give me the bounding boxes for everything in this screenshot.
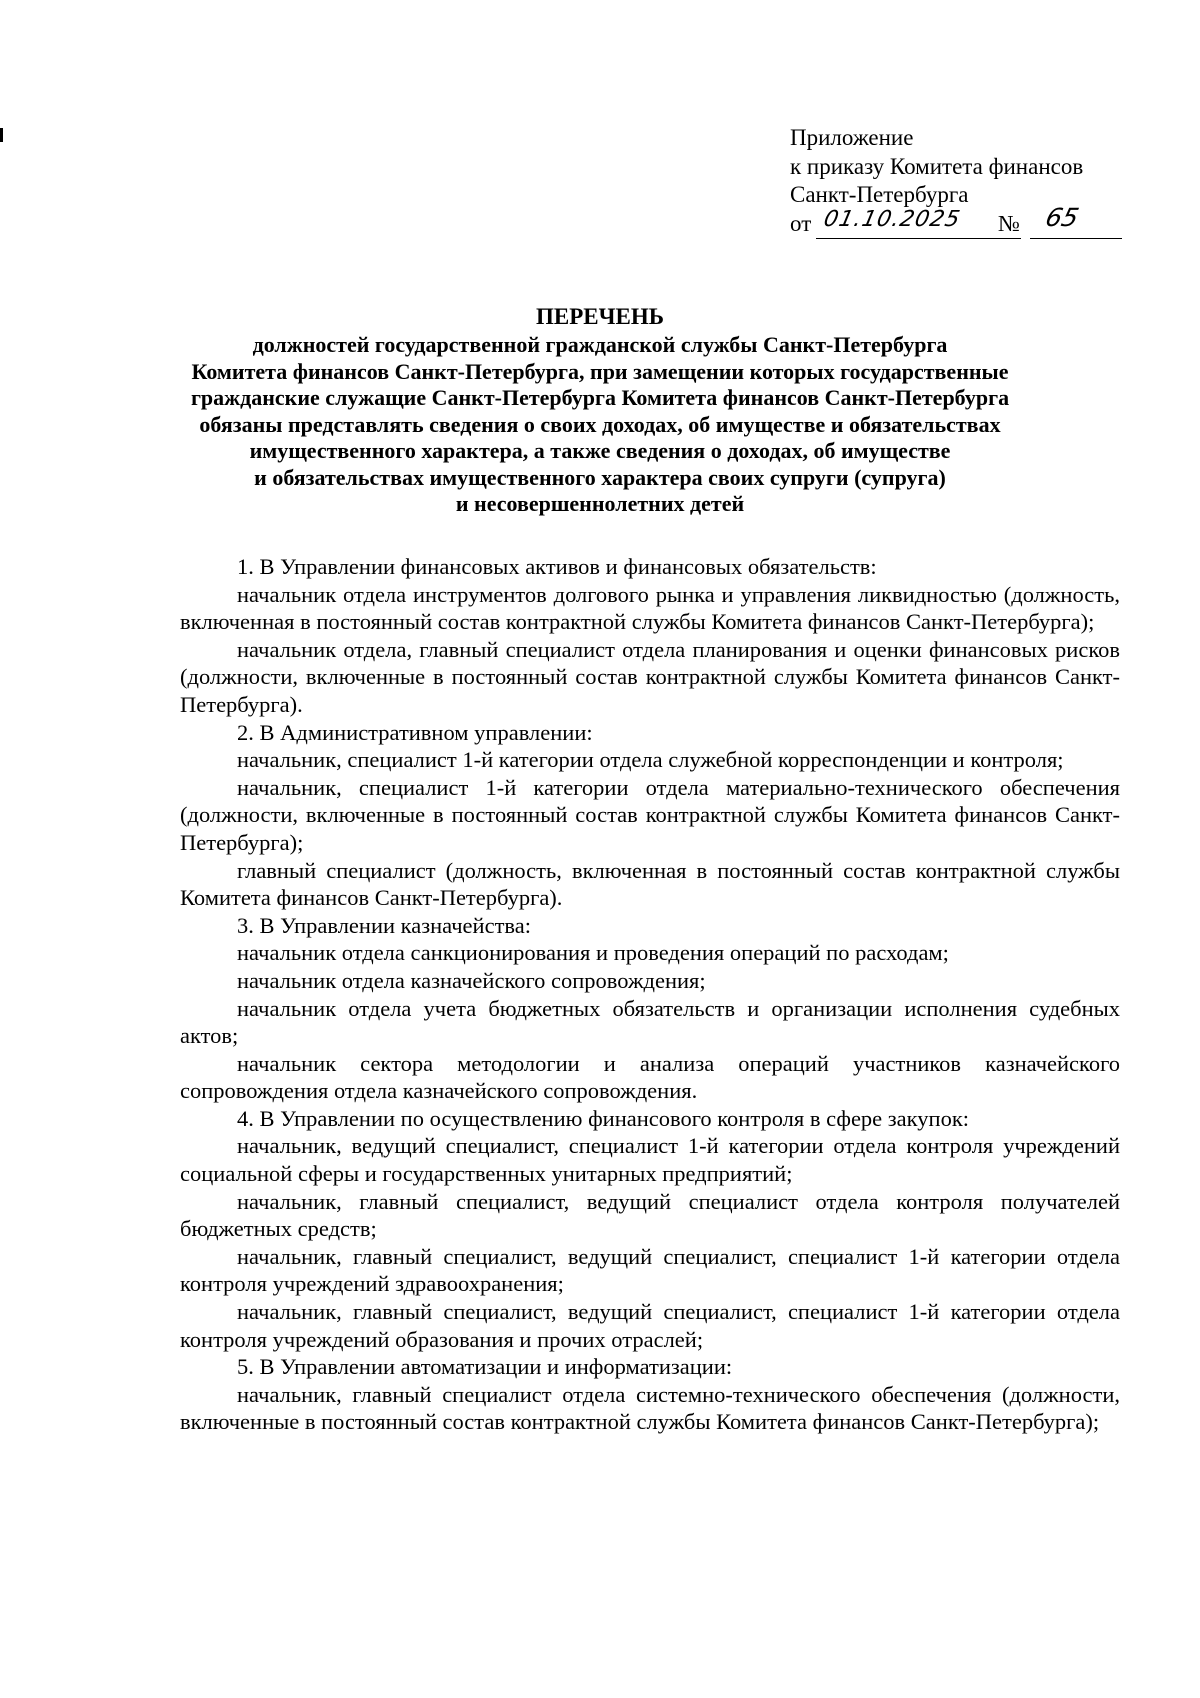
document-title: ПЕРЕЧЕНЬ <box>536 304 664 329</box>
appendix-header <box>790 124 1083 240</box>
number-underline <box>1030 238 1122 239</box>
section-heading-4: 4. В Управлении по осуществлению финансового контроля в сфере закупок: <box>237 1105 969 1131</box>
appendix-line-3: Санкт-Петербурга <box>790 182 969 207</box>
section-heading-2: 2. В Административном управлении: <box>237 719 593 745</box>
order-date-line <box>790 202 1083 240</box>
handwritten-number: 65 <box>1042 202 1082 232</box>
number-label: № <box>998 210 1020 236</box>
subtitle-line: и обязательствах имущественного характера своих супруги (супруга) <box>254 464 946 490</box>
section-heading-5: 5. В Управлении автоматизации и информатизации: <box>237 1354 733 1380</box>
date-underline <box>816 238 1021 239</box>
document-title-block <box>150 302 1050 518</box>
scan-mark <box>0 128 3 142</box>
subtitle-line: и несовершеннолетних детей <box>455 491 745 516</box>
appendix-line-2: к приказу Комитета финансов <box>790 153 1084 179</box>
section-heading-3: 3. В Управлении казначейства: <box>237 912 531 938</box>
position-item: начальник, ведущий специалист, специалист 1-й категории отдела контроля учреждений социальной сферы и государственных унитарных предприятий; <box>180 1133 1120 1187</box>
document-body <box>180 553 1120 1436</box>
handwritten-date: 01.10.2025 <box>821 206 963 232</box>
subtitle-line: обязаны представлять сведения о своих доходах, об имуществе и обязательствах <box>199 411 1001 437</box>
position-item: главный специалист (должность, включенная в постоянный состав контрактной службы Комитета финансов Санкт-Петербурга). <box>180 857 1120 911</box>
document-subtitle <box>150 332 1050 518</box>
position-item: начальник, специалист 1-й категории отдела служебной корреспонденции и контроля; <box>237 747 1064 773</box>
subtitle-line: Комитета финансов Санкт-Петербурга, при замещении которых государственные <box>191 358 1009 384</box>
position-item: начальник отдела, главный специалист отдела планирования и оценки финансовых рисков (должности, включенные в постоянный состав контрактной службы Комитета финансов Санкт-Петербурга). <box>180 636 1120 717</box>
position-item: начальник, главный специалист, ведущий специалист отдела контроля получателей бюджетных средств; <box>180 1188 1120 1242</box>
subtitle-line: гражданские служащие Санкт-Петербурга Комитета финансов Санкт-Петербурга <box>190 385 1010 410</box>
position-item: начальник, главный специалист, ведущий специалист, специалист 1-й категории отдела контроля учреждений образования и прочих отраслей; <box>180 1299 1120 1352</box>
position-item: начальник отдела инструментов долгового рынка и управления ликвидностью (должность, включенная в постоянный состав контрактной службы Комитета финансов Санкт-Петербурга); <box>180 581 1120 635</box>
position-item: начальник, главный специалист, ведущий специалист, специалист 1-й категории отдела контроля учреждений здравоохранения; <box>180 1243 1120 1297</box>
subtitle-line: должностей государственной гражданской службы Санкт-Петербурга <box>252 332 948 357</box>
subtitle-line: имущественного характера, а также сведения о доходах, об имуществе <box>249 438 951 463</box>
position-item: начальник сектора методологии и анализа операций участников казначейского сопровождения отдела казначейского сопровождения. <box>180 1050 1120 1104</box>
appendix-line-1: Приложение <box>790 125 914 150</box>
position-item: начальник отдела санкционирования и проведения операций по расходам; <box>237 940 949 966</box>
position-item: начальник отдела учета бюджетных обязательств и организации исполнения судебных актов; <box>180 995 1120 1049</box>
position-item: начальник отдела казначейского сопровождения; <box>237 967 706 993</box>
from-label: от <box>790 210 812 236</box>
section-heading-1: 1. В Управлении финансовых активов и финансовых обязательств: <box>237 554 877 579</box>
position-item: начальник, главный специалист отдела системно-технического обеспечения (должности, включенные в постоянный состав контрактной службы Комитета финансов Санкт-Петербурга); <box>180 1381 1120 1435</box>
position-item: начальник, специалист 1-й категории отдела материально-технического обеспечения (должности, включенные в постоянный состав контрактной службы Комитета финансов Санкт-Петербурга); <box>180 774 1120 855</box>
